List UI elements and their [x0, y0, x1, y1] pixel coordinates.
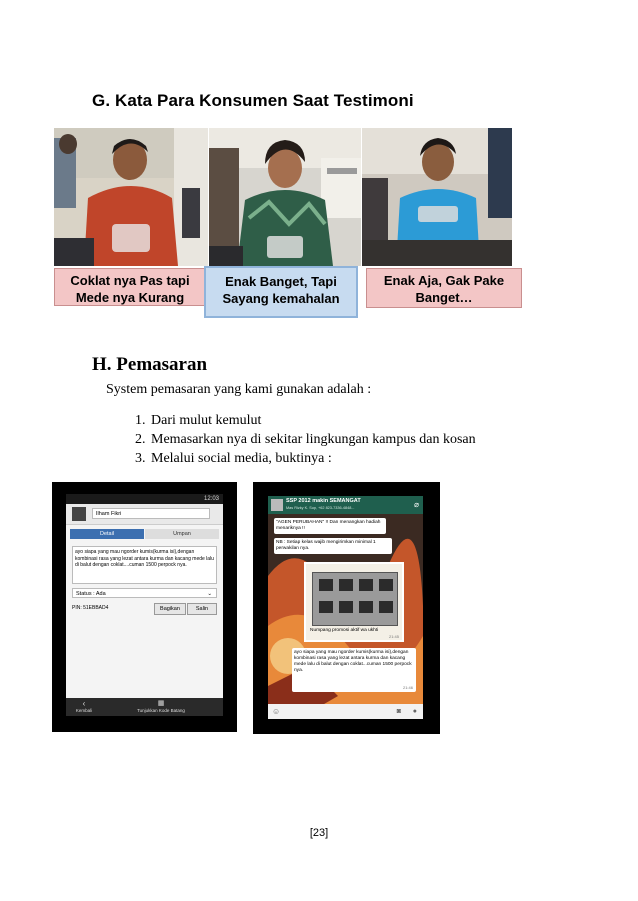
attach-icon[interactable]: ⌀	[414, 500, 419, 509]
contact-name: Ilham Fikri	[92, 508, 210, 519]
contact-header	[66, 504, 223, 525]
tab-detail[interactable]: Detail	[70, 529, 144, 539]
testimonial-caption-2: Enak Banget, Tapi Sayang kemahalan	[204, 266, 358, 318]
section-g-title: G. Kata Para Konsumen Saat Testimoni	[92, 91, 414, 110]
section-h-title: H. Pemasaran	[92, 354, 208, 375]
chat-message-4	[292, 648, 416, 692]
chevron-down-icon: ⌄	[207, 591, 212, 597]
copy-button[interactable]: Salin	[187, 603, 217, 615]
whatsapp-screen	[268, 496, 423, 719]
section-h-intro: System pemasaran yang kami gunakan adalah :	[106, 382, 372, 397]
qr-code-icon: ▦	[157, 700, 165, 707]
bbm-footer	[66, 698, 223, 716]
chat-header	[268, 496, 423, 514]
group-members: Mas Rizky K. Sup, +62 823-7336-4848...	[286, 506, 355, 510]
testimonial-photo-2	[209, 128, 361, 266]
status-time: 12:03	[203, 496, 219, 502]
photo-time: 21:45	[388, 634, 399, 639]
status-bar	[66, 494, 223, 504]
avatar	[72, 507, 86, 521]
chat-message-4-text: ayo siapa yang mau ngorder kumis(kurma isi),dengan kombinasi rasa yang lezat antara kurma dan kacang mede lalu di balut dengan coklat...cuman 1500 perpock nya.	[294, 650, 412, 673]
back-label: Kembali	[75, 708, 93, 713]
tab-umpan[interactable]: Umpan	[145, 529, 219, 539]
chat-message-4-time: 21:46	[402, 685, 413, 690]
list-item: 1. Dari mulut kemulut	[149, 411, 476, 430]
bbm-screen	[66, 494, 223, 716]
list-item: 2. Memasarkan nya di sekitar lingkungan kampus dan kosan	[149, 430, 476, 449]
list-item: 3. Melalui social media, buktinya :	[149, 449, 476, 468]
testimonial-photo-3	[362, 128, 512, 266]
whatsapp-screenshot	[253, 482, 440, 734]
page-number: [23]	[309, 827, 329, 839]
group-avatar	[271, 499, 283, 511]
photo-caption: Numpang promosi aktif wa ukhti	[310, 628, 379, 633]
testimonial-photo-1	[54, 128, 208, 266]
microphone-icon[interactable]: ●	[412, 707, 417, 715]
product-tray	[312, 572, 398, 626]
share-button[interactable]: Bagikan	[154, 603, 186, 615]
back-button[interactable]	[70, 699, 98, 715]
chat-photo	[304, 562, 404, 642]
camera-icon[interactable]: ◙	[396, 707, 401, 715]
testimonial-caption-3: Enak Aja, Gak Pake Banget…	[366, 268, 522, 308]
group-name: SSP 2012 makin SEMANGAT	[286, 498, 361, 504]
pin-label: PIN: 51EBBAD4	[72, 605, 109, 611]
chevron-left-icon: ‹	[82, 699, 86, 708]
message-input-bar[interactable]	[268, 704, 423, 719]
status-value: Status : Ada	[76, 591, 106, 597]
chat-message-2: NB : Setiap kelas wajib mengirimkan minimal 1 perwakilan nya.	[274, 538, 392, 554]
barcode-button[interactable]	[126, 699, 196, 715]
emoji-icon[interactable]: ☺	[272, 707, 281, 716]
bbm-screenshot	[52, 482, 237, 732]
chat-message-1: "AGEN PERUBAHAN" !! Dan menangkan hadiah menariknya !!	[274, 518, 386, 534]
status-select[interactable]	[72, 588, 217, 598]
testimonial-caption-1: Coklat nya Pas tapi Mede nya Kurang	[54, 268, 206, 306]
marketing-list	[125, 411, 476, 468]
bbm-message: ayo siapa yang mau ngorder kumis(kurma isi),dengan kombinasi rasa yang lezat antara kurma dan kacang mede lalu di balut dengan coklat....cuman 1500 perpock nya.	[72, 546, 217, 584]
barcode-label: Tunjukkan Kode Batang	[137, 708, 185, 713]
